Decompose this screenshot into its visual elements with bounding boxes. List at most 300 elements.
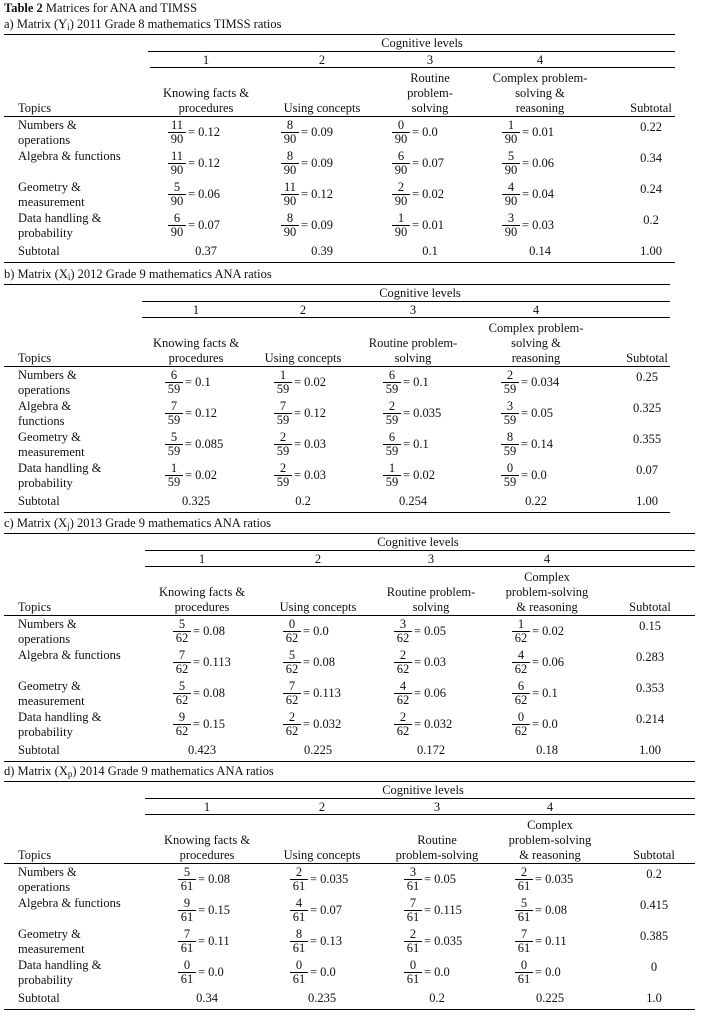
col-header-1-line: Knowing facts &: [158, 585, 246, 599]
fraction-denominator: 90: [394, 194, 408, 208]
row-topic-line: functions: [18, 414, 65, 428]
fraction-denominator: 90: [504, 163, 518, 177]
fraction-result: = 0.12: [188, 156, 221, 170]
fraction-denominator: 62: [175, 724, 189, 738]
fraction-numerator: 9: [183, 896, 191, 910]
fraction-numerator: 1: [507, 118, 515, 132]
col-header-2-line: Using concepts: [283, 848, 361, 862]
row-topic-line: probability: [18, 725, 73, 739]
fraction-numerator: 4: [507, 180, 515, 194]
row-subtotal: 0.24: [640, 182, 662, 196]
fraction-result: = 0.08: [193, 686, 226, 700]
fraction-result: = 0.113: [193, 655, 231, 669]
subtotal-row-label: Subtotal: [18, 494, 60, 508]
fraction-denominator: 90: [394, 225, 408, 239]
level-number-4: 4: [543, 552, 551, 566]
level-number-4: 4: [546, 800, 554, 814]
column-subtotal: 0.34: [196, 991, 218, 1005]
col-header-1-line: procedures: [174, 600, 230, 614]
fraction-numerator: 0: [183, 958, 191, 972]
bottom-rule: [4, 1009, 695, 1010]
col-header-3-line: Routine problem-: [386, 585, 476, 599]
fraction-result: = 0.01: [522, 125, 555, 139]
fraction-result: = 0.05: [414, 624, 447, 638]
fraction-denominator: 62: [285, 693, 299, 707]
fraction-result: = 0.1: [532, 686, 558, 700]
row-topic-line: Numbers &: [18, 118, 77, 132]
fraction-denominator: 62: [175, 631, 189, 645]
fraction-result: = 0.08: [193, 624, 226, 638]
fraction-result: = 0.07: [412, 156, 445, 170]
fraction-denominator: 62: [175, 662, 189, 676]
fraction-denominator: 62: [396, 631, 410, 645]
row-topic-line: operations: [18, 133, 71, 147]
fraction-numerator: 1: [397, 211, 405, 225]
col-header-2-line: Using concepts: [283, 101, 361, 115]
fraction-denominator: 61: [292, 879, 306, 893]
matrix-title-subscript: j: [67, 521, 70, 531]
row-subtotal: 0.385: [639, 929, 669, 943]
fraction-result: = 0.13: [310, 934, 343, 948]
fraction-result: = 0.15: [193, 717, 226, 731]
fraction-result: = 0.11: [535, 934, 567, 948]
fraction-result: = 0.06: [532, 655, 565, 669]
fraction-numerator: 7: [288, 679, 296, 693]
topics-header: Topics: [18, 351, 52, 365]
matrix-title-subscript: i: [67, 22, 70, 32]
fraction-numerator: 2: [399, 648, 407, 662]
topics-header: Topics: [18, 101, 52, 115]
fraction-denominator: 61: [180, 972, 194, 986]
top-rule: [4, 781, 695, 782]
column-subtotal: 0.172: [416, 743, 446, 757]
fraction-denominator: 90: [170, 132, 184, 146]
topics-header: Topics: [18, 848, 52, 862]
col-header-3-line: Routine: [410, 71, 450, 85]
fraction-result: = 0.02: [294, 375, 327, 389]
fraction-result: = 0.1: [185, 375, 211, 389]
header-rule: [4, 366, 670, 367]
fraction-denominator: 59: [503, 475, 517, 489]
fraction-denominator: 61: [180, 941, 194, 955]
column-subtotal: 0.2: [429, 991, 445, 1005]
table-label: Table 2: [4, 1, 43, 15]
fraction-denominator: 62: [175, 693, 189, 707]
fraction-result: = 0.02: [403, 468, 436, 482]
fraction-numerator: 0: [506, 461, 514, 475]
fraction-numerator: 8: [506, 430, 514, 444]
fraction-numerator: 3: [409, 865, 417, 879]
fraction-denominator: 90: [504, 225, 518, 239]
cognitive-levels-rule: [142, 301, 670, 302]
row-subtotal: 0.353: [635, 681, 665, 695]
fraction-result: = 0.12: [185, 406, 218, 420]
row-subtotal: 0.2: [643, 213, 659, 227]
level-numbers-rule: [142, 317, 670, 318]
column-subtotal: 0.254: [398, 494, 428, 508]
matrix-title-prefix: c) Matrix (X: [4, 516, 68, 530]
column-subtotal: 0.37: [195, 244, 217, 258]
row-topic-line: Algebra & functions: [18, 896, 121, 910]
fraction-denominator: 61: [180, 910, 194, 924]
fraction-denominator: 61: [406, 941, 420, 955]
fraction-numerator: 5: [183, 865, 191, 879]
fraction-numerator: 5: [520, 896, 528, 910]
cognitive-levels-rule: [148, 51, 675, 52]
fraction-numerator: 6: [173, 211, 181, 225]
fraction-numerator: 4: [295, 896, 303, 910]
row-subtotal: 0.22: [640, 120, 662, 134]
level-number-4: 4: [536, 53, 544, 67]
fraction-denominator: 90: [394, 132, 408, 146]
fraction-denominator: 59: [167, 413, 181, 427]
fraction-denominator: 62: [285, 631, 299, 645]
fraction-numerator: 1: [170, 461, 178, 475]
subtotal-header: Subtotal: [630, 101, 672, 115]
fraction-result: = 0.0: [303, 624, 329, 638]
fraction-numerator: 1: [388, 461, 396, 475]
fraction-result: = 0.085: [185, 437, 224, 451]
fraction-denominator: 59: [276, 413, 290, 427]
fraction-denominator: 61: [292, 972, 306, 986]
row-subtotal: 0.355: [632, 432, 662, 446]
fraction-numerator: 5: [173, 180, 181, 194]
cognitive-levels-rule: [145, 550, 695, 551]
col-header-3-line: solving: [412, 600, 450, 614]
matrix-title-suffix: ) 2012 Grade 9 mathematics ANA ratios: [70, 267, 272, 281]
fraction-numerator: 7: [409, 896, 417, 910]
fraction-numerator: 5: [288, 648, 296, 662]
fraction-denominator: 59: [503, 413, 517, 427]
fraction-result: = 0.03: [522, 218, 555, 232]
fraction-denominator: 90: [170, 225, 184, 239]
level-number-3: 3: [427, 552, 435, 566]
fraction-denominator: 59: [385, 382, 399, 396]
col-header-4-line: solving &: [511, 336, 561, 350]
fraction-result: = 0.02: [185, 468, 218, 482]
fraction-result: = 0.14: [521, 437, 554, 451]
fraction-numerator: 11: [283, 180, 297, 194]
subtotal-row-label: Subtotal: [18, 743, 60, 757]
fraction-result: = 0.1: [403, 375, 429, 389]
fraction-result: = 0.035: [424, 934, 463, 948]
fraction-denominator: 90: [170, 194, 184, 208]
level-numbers-rule: [145, 566, 695, 567]
top-rule: [4, 284, 670, 285]
subtotal-row-label: Subtotal: [18, 244, 60, 258]
row-topic-line: Data handling &: [18, 211, 102, 225]
fraction-result: = 0.08: [198, 872, 231, 886]
fraction-denominator: 90: [504, 194, 518, 208]
fraction-numerator: 6: [397, 149, 405, 163]
col-header-1-line: Knowing facts &: [163, 833, 251, 847]
fraction-denominator: 90: [283, 225, 297, 239]
fraction-result: = 0.06: [522, 156, 555, 170]
grand-total: 1.00: [640, 244, 662, 258]
fraction-numerator: 2: [506, 368, 514, 382]
row-topic-line: probability: [18, 226, 73, 240]
col-header-1-line: Knowing facts &: [162, 86, 250, 100]
fraction-denominator: 59: [276, 444, 290, 458]
fraction-numerator: 11: [170, 149, 184, 163]
bottom-rule: [4, 761, 695, 762]
fraction-result: = 0.0: [412, 125, 438, 139]
row-subtotal: 0.325: [632, 401, 662, 415]
fraction-numerator: 7: [170, 399, 178, 413]
column-subtotal: 0.39: [311, 244, 333, 258]
top-rule: [4, 533, 695, 534]
fraction-result: = 0.0: [198, 965, 224, 979]
level-number-4: 4: [532, 303, 540, 317]
col-header-2-line: Using concepts: [264, 351, 342, 365]
col-header-1-line: Knowing facts &: [152, 336, 240, 350]
fraction-numerator: 4: [399, 679, 407, 693]
column-subtotal: 0.1: [422, 244, 438, 258]
col-header-2-line: Using concepts: [279, 600, 357, 614]
fraction-result: = 0.035: [310, 872, 349, 886]
fraction-result: = 0.02: [412, 187, 445, 201]
fraction-result: = 0.12: [188, 125, 221, 139]
row-topic-line: Algebra & functions: [18, 648, 121, 662]
column-subtotal: 0.423: [187, 743, 217, 757]
fraction-numerator: 5: [178, 679, 186, 693]
level-number-1: 1: [192, 303, 200, 317]
fraction-numerator: 7: [178, 648, 186, 662]
row-topic-line: measurement: [18, 445, 85, 459]
row-topic-line: Algebra & functions: [18, 149, 121, 163]
col-header-4-line: Complex: [524, 570, 570, 584]
fraction-denominator: 59: [385, 444, 399, 458]
row-topic-line: operations: [18, 880, 71, 894]
row-subtotal: 0.34: [640, 151, 662, 165]
fraction-result: = 0.03: [294, 468, 327, 482]
bottom-rule: [4, 262, 675, 263]
fraction-denominator: 90: [170, 163, 184, 177]
header-rule: [4, 863, 695, 864]
column-subtotal: 0.225: [535, 991, 565, 1005]
row-subtotal: 0.214: [635, 712, 665, 726]
fraction-denominator: 61: [517, 910, 531, 924]
subtotal-header: Subtotal: [629, 600, 671, 614]
fraction-numerator: 6: [170, 368, 178, 382]
fraction-numerator: 8: [286, 118, 294, 132]
fraction-numerator: 2: [397, 180, 405, 194]
col-header-4-line: Complex: [527, 818, 573, 832]
matrix-title-prefix: b) Matrix (X: [4, 267, 68, 281]
row-topic-line: Geometry &: [18, 679, 81, 693]
fraction-result: = 0.03: [294, 437, 327, 451]
col-header-4-line: problem-solving: [508, 833, 592, 847]
level-number-3: 3: [409, 303, 417, 317]
col-header-3-line: Routine problem-: [368, 336, 458, 350]
fraction-denominator: 61: [292, 941, 306, 955]
level-number-2: 2: [318, 800, 326, 814]
row-topic-line: probability: [18, 476, 73, 490]
fraction-denominator: 90: [283, 163, 297, 177]
fraction-result: = 0.06: [414, 686, 447, 700]
col-header-4-line: & reasoning: [519, 848, 581, 862]
fraction-numerator: 11: [170, 118, 184, 132]
fraction-result: = 0.07: [310, 903, 343, 917]
fraction-result: = 0.15: [198, 903, 231, 917]
fraction-result: = 0.035: [535, 872, 574, 886]
level-numbers-rule: [145, 814, 695, 815]
fraction-numerator: 2: [388, 399, 396, 413]
fraction-result: = 0.0: [532, 717, 558, 731]
row-topic-line: Geometry &: [18, 180, 81, 194]
col-header-4-line: Complex problem-: [492, 71, 588, 85]
fraction-result: = 0.08: [535, 903, 568, 917]
fraction-result: = 0.12: [301, 187, 334, 201]
fraction-numerator: 0: [517, 710, 525, 724]
level-number-2: 2: [318, 53, 326, 67]
matrix-title-suffix: ) 2014 Grade 9 mathematics ANA ratios: [72, 764, 274, 778]
fraction-numerator: 2: [279, 430, 287, 444]
level-number-3: 3: [426, 53, 434, 67]
topics-header: Topics: [18, 600, 52, 614]
fraction-denominator: 90: [504, 132, 518, 146]
matrix-title-suffix: ) 2013 Grade 9 mathematics ANA ratios: [69, 516, 272, 530]
fraction-denominator: 59: [385, 475, 399, 489]
fraction-denominator: 62: [285, 724, 299, 738]
level-number-1: 1: [203, 800, 211, 814]
row-topic-line: Data handling &: [18, 710, 102, 724]
bottom-rule: [4, 512, 670, 513]
column-subtotal: 0.325: [181, 494, 211, 508]
col-header-3-line: problem-: [407, 86, 453, 100]
fraction-numerator: 2: [279, 461, 287, 475]
fraction-result: = 0.032: [303, 717, 342, 731]
row-subtotal: 0.15: [639, 619, 661, 633]
cognitive-levels-rule: [145, 798, 695, 799]
fraction-denominator: 59: [385, 413, 399, 427]
fraction-denominator: 59: [167, 444, 181, 458]
cognitive-levels-label: Cognitive levels: [381, 36, 463, 50]
matrix-title: [4, 765, 274, 778]
column-subtotal: 0.235: [307, 991, 337, 1005]
fraction-denominator: 59: [167, 382, 181, 396]
col-header-3-line: Routine: [417, 833, 457, 847]
fraction-numerator: 8: [286, 149, 294, 163]
column-subtotal: 0.2: [295, 494, 311, 508]
fraction-denominator: 61: [517, 879, 531, 893]
level-number-1: 1: [198, 552, 206, 566]
col-header-4-line: reasoning: [511, 351, 561, 365]
cognitive-levels-label: Cognitive levels: [377, 535, 459, 549]
fraction-numerator: 3: [506, 399, 514, 413]
table-caption-text: Matrices for ANA and TIMSS: [45, 1, 198, 15]
row-topic-line: operations: [18, 383, 71, 397]
col-header-1-line: procedures: [168, 351, 224, 365]
col-header-3-line: solving: [394, 351, 432, 365]
fraction-result: = 0.113: [303, 686, 341, 700]
fraction-numerator: 3: [399, 617, 407, 631]
fraction-denominator: 61: [517, 972, 531, 986]
fraction-numerator: 2: [295, 865, 303, 879]
fraction-result: = 0.035: [403, 406, 442, 420]
fraction-numerator: 2: [409, 927, 417, 941]
fraction-result: = 0.09: [301, 218, 334, 232]
fraction-denominator: 61: [406, 879, 420, 893]
fraction-denominator: 62: [514, 693, 528, 707]
column-subtotal: 0.22: [525, 494, 547, 508]
fraction-denominator: 61: [406, 910, 420, 924]
subtotal-row-label: Subtotal: [18, 991, 60, 1005]
table-caption: [4, 2, 197, 15]
fraction-denominator: 61: [517, 941, 531, 955]
col-header-1-line: procedures: [178, 101, 234, 115]
grand-total: 1.0: [646, 991, 662, 1005]
col-header-3-line: solving: [411, 101, 449, 115]
fraction-result: = 0.05: [521, 406, 554, 420]
fraction-numerator: 5: [178, 617, 186, 631]
row-topic-line: Data handling &: [18, 958, 102, 972]
fraction-numerator: 0: [520, 958, 528, 972]
fraction-numerator: 0: [288, 617, 296, 631]
fraction-result: = 0.0: [310, 965, 336, 979]
fraction-result: = 0.05: [424, 872, 457, 886]
row-subtotal: 0.283: [635, 650, 665, 664]
fraction-result: = 0.032: [414, 717, 453, 731]
row-topic-line: operations: [18, 632, 71, 646]
fraction-numerator: 7: [279, 399, 287, 413]
row-topic-line: Numbers &: [18, 617, 77, 631]
matrix-title-suffix: ) 2011 Grade 8 mathematics TIMSS ratios: [69, 17, 282, 31]
fraction-numerator: 8: [286, 211, 294, 225]
row-topic-line: Numbers &: [18, 368, 77, 382]
fraction-numerator: 7: [183, 927, 191, 941]
row-topic-line: Geometry &: [18, 430, 81, 444]
col-header-4-line: reasoning: [515, 101, 565, 115]
row-topic-line: Data handling &: [18, 461, 102, 475]
row-topic-line: measurement: [18, 195, 85, 209]
fraction-result: = 0.08: [303, 655, 336, 669]
row-topic-line: probability: [18, 973, 73, 987]
subtotal-header: Subtotal: [626, 351, 668, 365]
fraction-denominator: 59: [276, 475, 290, 489]
matrix-title-subscript: p: [67, 769, 73, 779]
level-numbers-rule: [150, 67, 675, 68]
fraction-numerator: 0: [397, 118, 405, 132]
fraction-denominator: 59: [503, 382, 517, 396]
fraction-result: = 0.09: [301, 125, 334, 139]
fraction-result: = 0.03: [414, 655, 447, 669]
top-rule: [4, 34, 675, 35]
fraction-numerator: 1: [279, 368, 287, 382]
level-number-1: 1: [202, 53, 210, 67]
fraction-denominator: 59: [167, 475, 181, 489]
fraction-numerator: 5: [507, 149, 515, 163]
fraction-result: = 0.1: [403, 437, 429, 451]
fraction-result: = 0.0: [424, 965, 450, 979]
fraction-numerator: 7: [520, 927, 528, 941]
fraction-numerator: 2: [520, 865, 528, 879]
fraction-denominator: 59: [276, 382, 290, 396]
row-topic-line: Algebra &: [18, 399, 72, 413]
fraction-result: = 0.09: [301, 156, 334, 170]
fraction-numerator: 2: [288, 710, 296, 724]
row-subtotal: 0: [650, 960, 658, 974]
fraction-numerator: 9: [178, 710, 186, 724]
row-topic-line: Geometry &: [18, 927, 81, 941]
fraction-result: = 0.01: [412, 218, 445, 232]
matrix-title-subscript: i: [67, 272, 71, 282]
fraction-result: = 0.07: [188, 218, 221, 232]
fraction-denominator: 59: [503, 444, 517, 458]
fraction-denominator: 62: [396, 724, 410, 738]
fraction-numerator: 6: [388, 368, 396, 382]
col-header-3-line: problem-solving: [395, 848, 479, 862]
